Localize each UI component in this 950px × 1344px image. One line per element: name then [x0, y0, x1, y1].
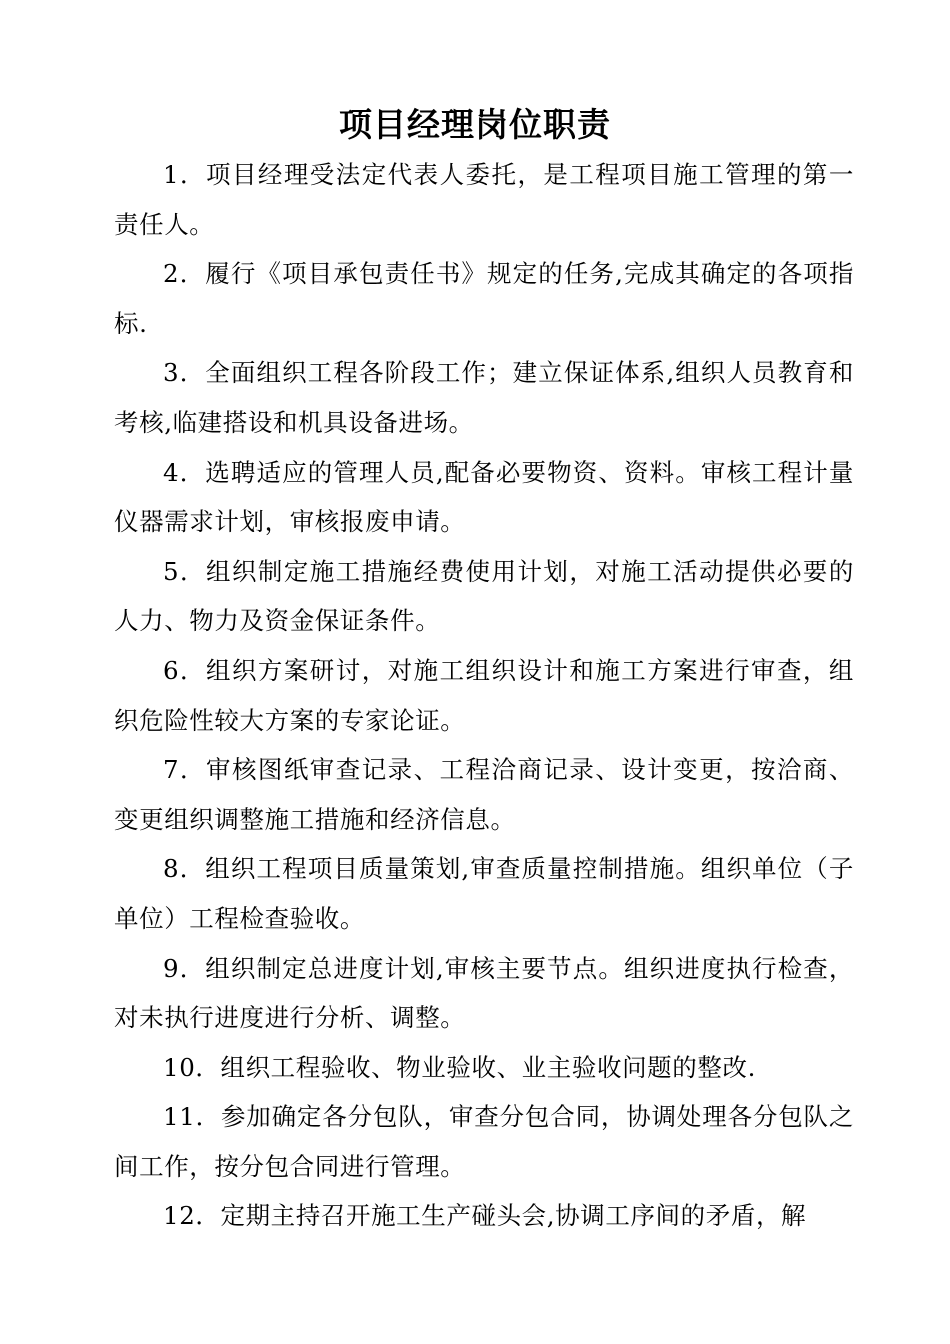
document-body	[114, 150, 854, 1241]
paragraph-4: 4．选聘适应的管理人员,配备必要物资、资料。审核工程计量仪器需求计划，审核报废申请。	[114, 457, 854, 537]
paragraph-12: 12．定期主持召开施工生产碰头会,协调工序间的矛盾，解	[163, 1201, 807, 1231]
paragraph-8: 8．组织工程项目质量策划,审查质量控制措施。组织单位（子单位）工程检查验收。	[114, 854, 854, 933]
paragraph-6: 6．组织方案研讨，对施工组织设计和施工方案进行审查，组织危险性较大方案的专家论证。	[114, 655, 854, 735]
paragraph-9: 9．组织制定总进度计划,审核主要节点。组织进度执行检查，对未执行进度进行分析、调整。	[114, 953, 854, 1033]
paragraph-10: 10．组织工程验收、物业验收、业主验收问题的整改.	[163, 1052, 756, 1082]
paragraph-3: 3．全面组织工程各阶段工作；建立保证体系,组织人员教育和考核,临建搭设和机具设备进场。	[114, 358, 854, 437]
paragraph-11: 11．参加确定各分包队，审查分包合同，协调处理各分包队之间工作，按分包合同进行管理。	[114, 1102, 854, 1181]
paragraph-1: 1．项目经理受法定代表人委托，是工程项目施工管理的第一责任人。	[114, 160, 854, 239]
paragraph-2: 2．履行《项目承包责任书》规定的任务,完成其确定的各项指标.	[114, 259, 854, 338]
document-title: 项目经理岗位职责	[339, 105, 611, 144]
paragraph-7: 7．审核图纸审查记录、工程洽商记录、设计变更，按洽商、变更组织调整施工措施和经济信息。	[114, 755, 854, 834]
paragraph-5: 5．组织制定施工措施经费使用计划，对施工活动提供必要的人力、物力及资金保证条件。	[114, 556, 854, 636]
